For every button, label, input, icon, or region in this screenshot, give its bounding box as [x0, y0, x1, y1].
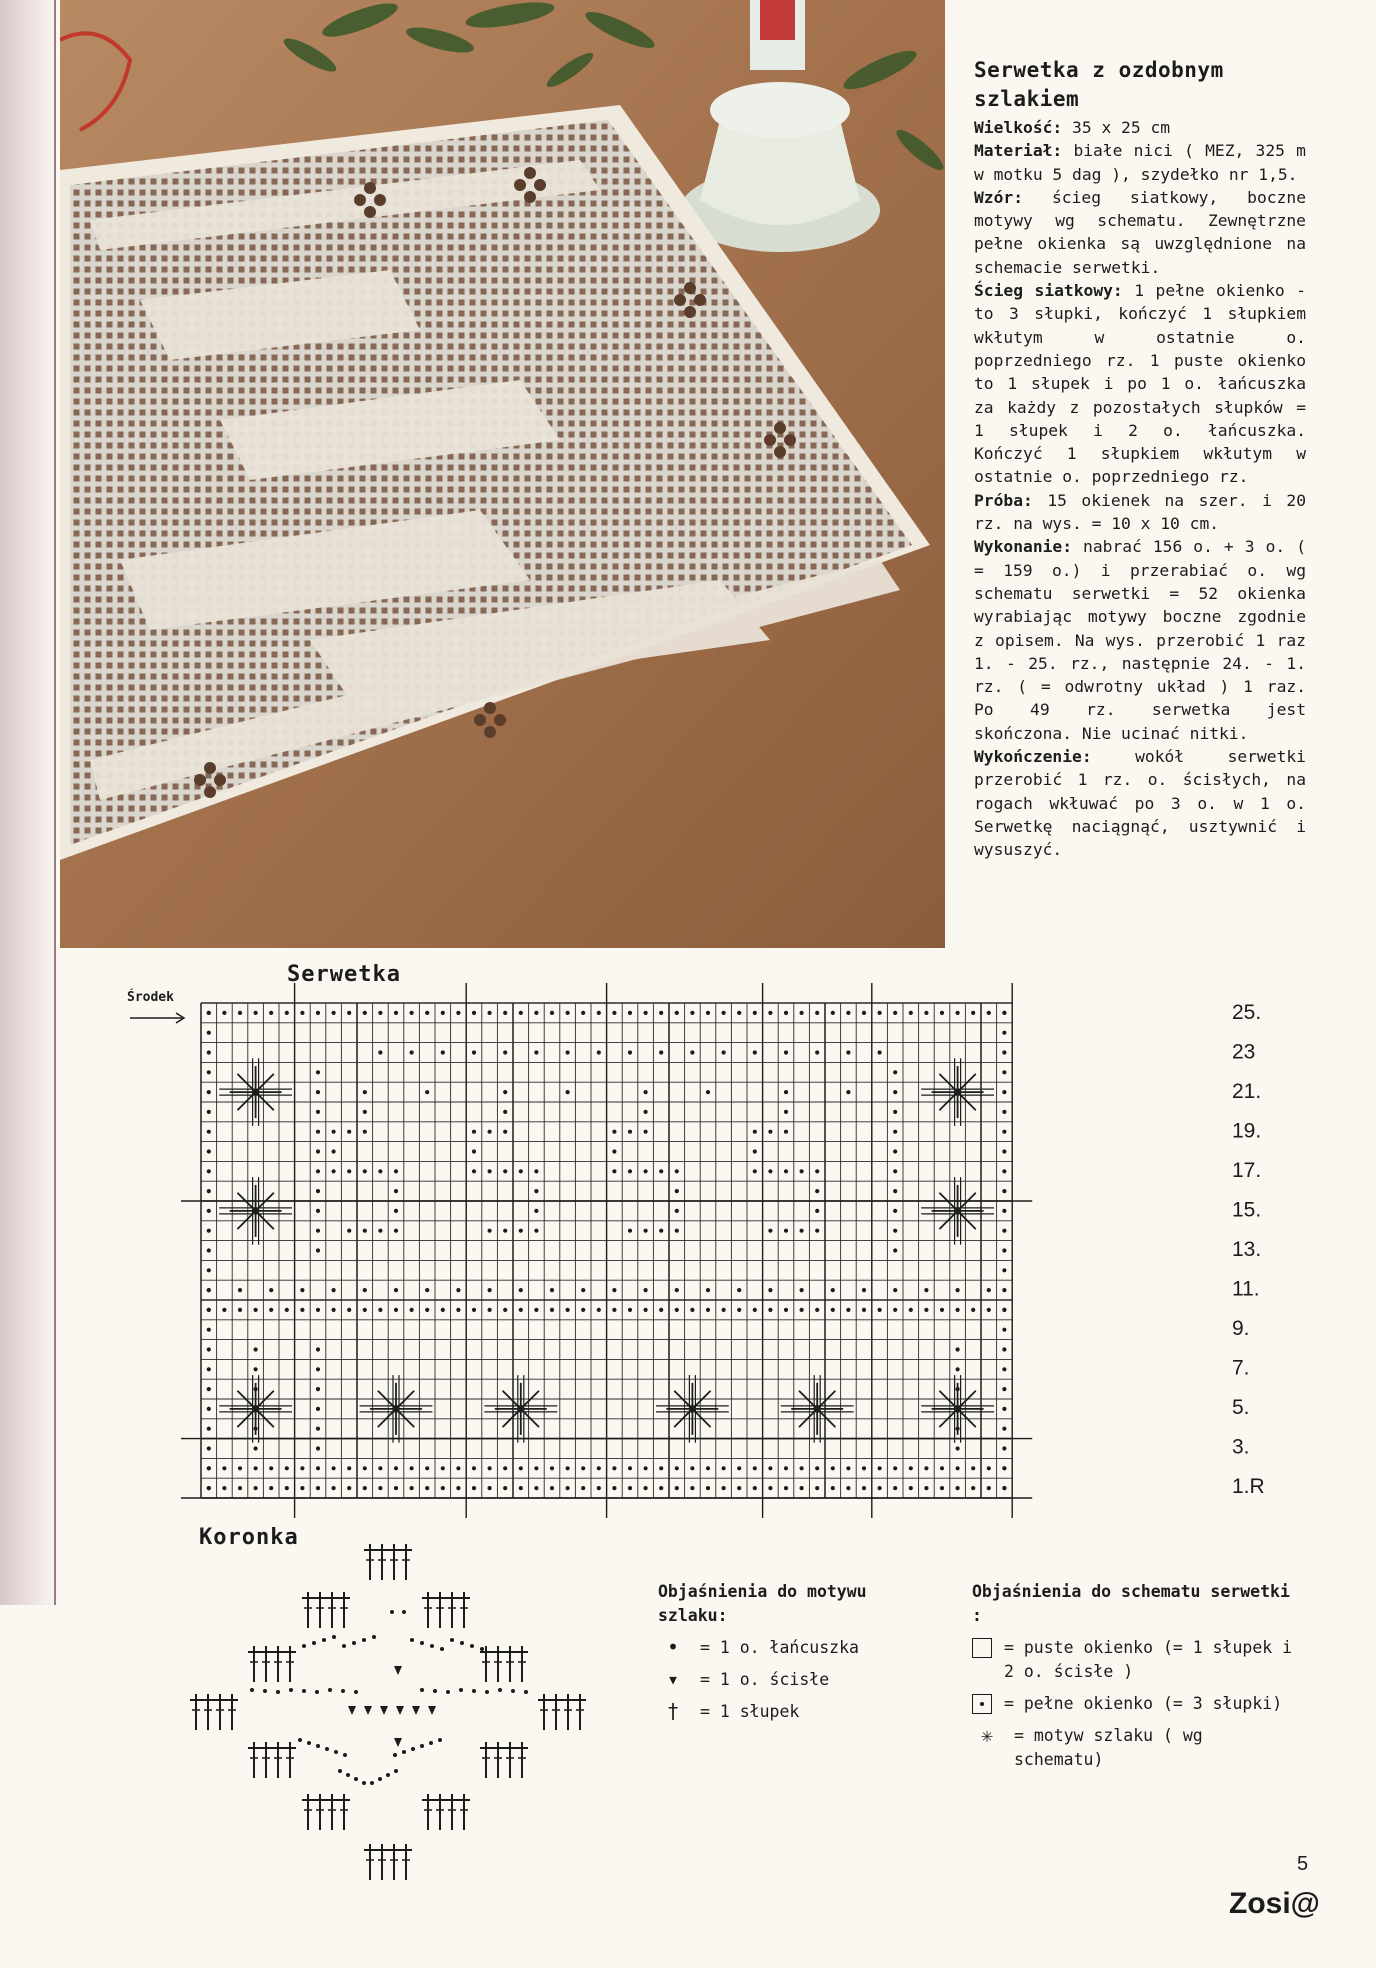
double-crochet-symbol: [458, 1794, 470, 1830]
chain-dot: [430, 1644, 434, 1648]
legend-chart: [972, 1580, 1302, 1772]
double-crochet-symbol: [504, 1742, 516, 1778]
chain-dot: [250, 1688, 254, 1692]
double-crochet-symbol: [248, 1742, 260, 1778]
chain-dot: [402, 1610, 406, 1614]
double-crochet-symbol: [376, 1844, 388, 1880]
chain-dot: [315, 1690, 319, 1694]
double-crochet-symbol: [574, 1694, 586, 1730]
chain-dot: [472, 1689, 476, 1693]
row-number-label: 19.: [1232, 1119, 1262, 1143]
double-crochet-symbol: [516, 1646, 528, 1682]
gauge-paragraph: Próba: 15 okienek na szer. i 20 rz. na wys. = 10 x 10 cm.: [974, 490, 1306, 534]
chain-dot: [450, 1638, 454, 1642]
double-crochet-symbol: [338, 1592, 350, 1628]
double-crochet-symbol: [272, 1646, 284, 1682]
double-crochet-symbol: [400, 1544, 412, 1580]
chain-dot: [276, 1690, 280, 1694]
chain-dot: [372, 1635, 376, 1639]
double-crochet-symbol: [338, 1794, 350, 1830]
chain-dot: [460, 1641, 464, 1645]
legend-motif: [658, 1580, 888, 1724]
double-crochet-symbol: [388, 1544, 400, 1580]
chain-dot: [334, 1750, 338, 1754]
chain-dot: [485, 1690, 489, 1694]
chain-dot: [307, 1741, 311, 1745]
double-crochet-symbol: [260, 1742, 272, 1778]
chain-dot: [459, 1688, 463, 1692]
chain-dot: [511, 1689, 515, 1693]
chain-dot: [386, 1773, 390, 1777]
double-crochet-symbol: [516, 1742, 528, 1778]
double-crochet-symbol: [446, 1794, 458, 1830]
signature: Zosi@: [1229, 1887, 1320, 1920]
double-crochet-symbol: [272, 1742, 284, 1778]
double-crochet-symbol: [458, 1592, 470, 1628]
double-crochet-symbol: [492, 1646, 504, 1682]
double-crochet-icon: †: [666, 1699, 680, 1723]
double-crochet-symbol: [214, 1694, 226, 1730]
chain-dot: [433, 1689, 437, 1693]
double-crochet-symbol: [434, 1592, 446, 1628]
double-crochet-symbol: [492, 1742, 504, 1778]
chain-dot: [438, 1738, 442, 1742]
double-crochet-symbol: [480, 1646, 492, 1682]
row-number-label: 13.: [1232, 1238, 1262, 1261]
mesh-stitch-paragraph: Ścieg siatkowy: 1 pełne okienko - to 3 słupki, kończyć 1 słupkiem wkłutym w ostatnie o. poprzedniego rz. 1 puste okienko to 1 słupek i po 1 o. łańcuszka za każdy z pozostałych słupków = 1 słupek i 2 o. łańcuszka. Kończyć 1 słupkiem wkłutym w ostatnie o. poprzedniego rz.: [974, 281, 1306, 487]
row-number-label: 9.: [1232, 1317, 1250, 1340]
chain-dot: [354, 1777, 358, 1781]
double-crochet-symbol: [364, 1844, 376, 1880]
chain-dot: [312, 1641, 316, 1645]
chain-dot: [378, 1777, 382, 1781]
double-crochet-symbol: [260, 1646, 272, 1682]
legend-chart-title: Objaśnienia do schematu serwetki :: [972, 1582, 1290, 1625]
chain-dot: [420, 1641, 424, 1645]
chain-dot: [480, 1647, 484, 1651]
double-crochet-symbol: [302, 1592, 314, 1628]
double-crochet-symbol: [302, 1794, 314, 1830]
double-crochet-symbol: [376, 1544, 388, 1580]
single-crochet-icon: ▾: [666, 1667, 680, 1691]
chain-dot: [342, 1644, 346, 1648]
material-paragraph: Materiał: białe nici ( MEZ, 325 m w motku 5 dag ), szydełko nr 1,5.: [974, 141, 1306, 184]
chain-dot: [316, 1744, 320, 1748]
double-crochet-symbol: [388, 1844, 400, 1880]
single-crochet-mark: [364, 1706, 372, 1715]
row-number-label: 17.: [1232, 1159, 1262, 1182]
edging-stitches: [190, 1544, 586, 1880]
chain-dot-icon: •: [666, 1635, 680, 1659]
double-crochet-symbol: [326, 1592, 338, 1628]
double-crochet-symbol: [480, 1742, 492, 1778]
chain-dot: [328, 1688, 332, 1692]
single-crochet-mark: [394, 1738, 402, 1747]
double-crochet-symbol: [446, 1592, 458, 1628]
execution-paragraph: Wykonanie: nabrać 156 o. + 3 o. ( = 159 o.) i przerabiać o. wg schematu serwetki = 52 okienka wyrabiając motywy boczne zgodnie z opisem. Na wys. przerobić 1 raz 1. - 25. rz., następnie 24. - 1. rz. ( = odwrotny układ ) 1 raz. Po 49 rz. serwetka jest skończona. Nie ucinać nitki.: [974, 537, 1306, 743]
double-crochet-symbol: [504, 1646, 516, 1682]
chain-dot: [362, 1638, 366, 1642]
chain-dot: [410, 1638, 414, 1642]
chain-dot: [325, 1747, 329, 1751]
page-number: 5: [1297, 1853, 1309, 1875]
chain-dot: [346, 1773, 350, 1777]
row-number-label: 1.R: [1232, 1475, 1265, 1498]
chain-dot: [402, 1750, 406, 1754]
size-paragraph: Wielkość: 35 x 25 cm: [974, 118, 1171, 137]
chain-dot: [370, 1781, 374, 1785]
chain-dot: [420, 1688, 424, 1692]
legend-full-row: = pełne okienko (= 3 słupki): [972, 1692, 1302, 1716]
chain-dot: [429, 1741, 433, 1745]
double-crochet-symbol: [550, 1694, 562, 1730]
single-crochet-mark: [348, 1706, 356, 1715]
chain-dot: [322, 1638, 326, 1642]
chain-dot: [390, 1610, 394, 1614]
double-crochet-symbol: [314, 1794, 326, 1830]
double-crochet-symbol: [314, 1592, 326, 1628]
double-crochet-symbol: [364, 1544, 376, 1580]
finishing-paragraph: Wykończenie: wokół serwetki przerobić 1 rz. o. ścisłych, na rogach wkłuwać po 3 o. w 1 o. Serwetkę naciągnąć, usztywnić i wysuszyć.: [974, 747, 1306, 860]
chain-dot: [411, 1747, 415, 1751]
single-crochet-mark: [396, 1706, 404, 1715]
chain-dot: [341, 1689, 345, 1693]
legend-empty-row: = puste okienko (= 1 słupek i 2 o. ścisłe ): [972, 1636, 1302, 1684]
dot-box-icon: [972, 1694, 992, 1714]
legend-motif-title: Objaśnienia do motywu szlaku:: [658, 1582, 867, 1625]
center-label: Środek: [127, 990, 174, 1005]
double-crochet-symbol: [284, 1742, 296, 1778]
double-crochet-symbol: [248, 1646, 260, 1682]
chain-dot: [440, 1647, 444, 1651]
row-number-label: 5.: [1232, 1396, 1250, 1419]
row-number-label: 23: [1232, 1040, 1256, 1064]
legend-motif-symbol-row: ✳ = motyw szlaku ( wg schematu): [972, 1724, 1302, 1772]
chain-dot: [470, 1644, 474, 1648]
row-number-label: 11.: [1232, 1277, 1260, 1301]
chain-dot: [394, 1769, 398, 1773]
double-crochet-symbol: [284, 1646, 296, 1682]
chain-dot: [302, 1689, 306, 1693]
double-crochet-symbol: [226, 1694, 238, 1730]
legend-dc-row: † = 1 słupek: [658, 1700, 888, 1724]
single-crochet-mark: [380, 1706, 388, 1715]
chain-dot: [352, 1641, 356, 1645]
edging-title: Koronka: [199, 1525, 299, 1550]
chain-dot: [362, 1781, 366, 1785]
double-crochet-symbol: [190, 1694, 202, 1730]
legend-sc-row: ▾ = 1 o. ścisłe: [658, 1668, 888, 1692]
chain-dot: [302, 1644, 306, 1648]
chain-dot: [338, 1769, 342, 1773]
row-number-label: 3.: [1232, 1435, 1250, 1459]
chain-dot: [263, 1689, 267, 1693]
article-title: Serwetka z ozdobnym szlakiem: [974, 58, 1224, 111]
double-crochet-symbol: [400, 1844, 412, 1880]
empty-box-icon: [972, 1638, 992, 1658]
double-crochet-symbol: [422, 1794, 434, 1830]
single-crochet-mark: [428, 1706, 436, 1715]
chain-dot: [354, 1690, 358, 1694]
chain-dot: [393, 1753, 397, 1757]
single-crochet-mark: [394, 1666, 402, 1675]
chart-title: Serwetka: [287, 962, 401, 987]
row-number-label: 25.: [1232, 1001, 1262, 1024]
double-crochet-symbol: [422, 1592, 434, 1628]
legend-chain-row: • = 1 o. łańcuszka: [658, 1636, 888, 1660]
row-number-label: 7.: [1232, 1356, 1250, 1380]
chain-dot: [498, 1688, 502, 1692]
double-crochet-symbol: [538, 1694, 550, 1730]
chain-dot: [524, 1690, 528, 1694]
double-crochet-symbol: [202, 1694, 214, 1730]
chain-dot: [343, 1753, 347, 1757]
single-crochet-mark: [412, 1706, 420, 1715]
double-crochet-symbol: [434, 1794, 446, 1830]
row-number-label: 21.: [1232, 1080, 1262, 1103]
chain-dot: [420, 1744, 424, 1748]
motif-star-icon: ✳: [980, 1723, 994, 1747]
chain-dot: [332, 1635, 336, 1639]
chain-dot: [446, 1690, 450, 1694]
row-number-label: 15.: [1232, 1198, 1262, 1222]
double-crochet-symbol: [326, 1794, 338, 1830]
double-crochet-symbol: [562, 1694, 574, 1730]
chain-dot: [298, 1738, 302, 1742]
pattern-paragraph: Wzór: ścieg siatkowy, boczne motywy wg schematu. Zewnętrzne pełne okienka są uwzględnione na schemacie serwetki.: [974, 187, 1306, 277]
chain-dot: [289, 1688, 293, 1692]
